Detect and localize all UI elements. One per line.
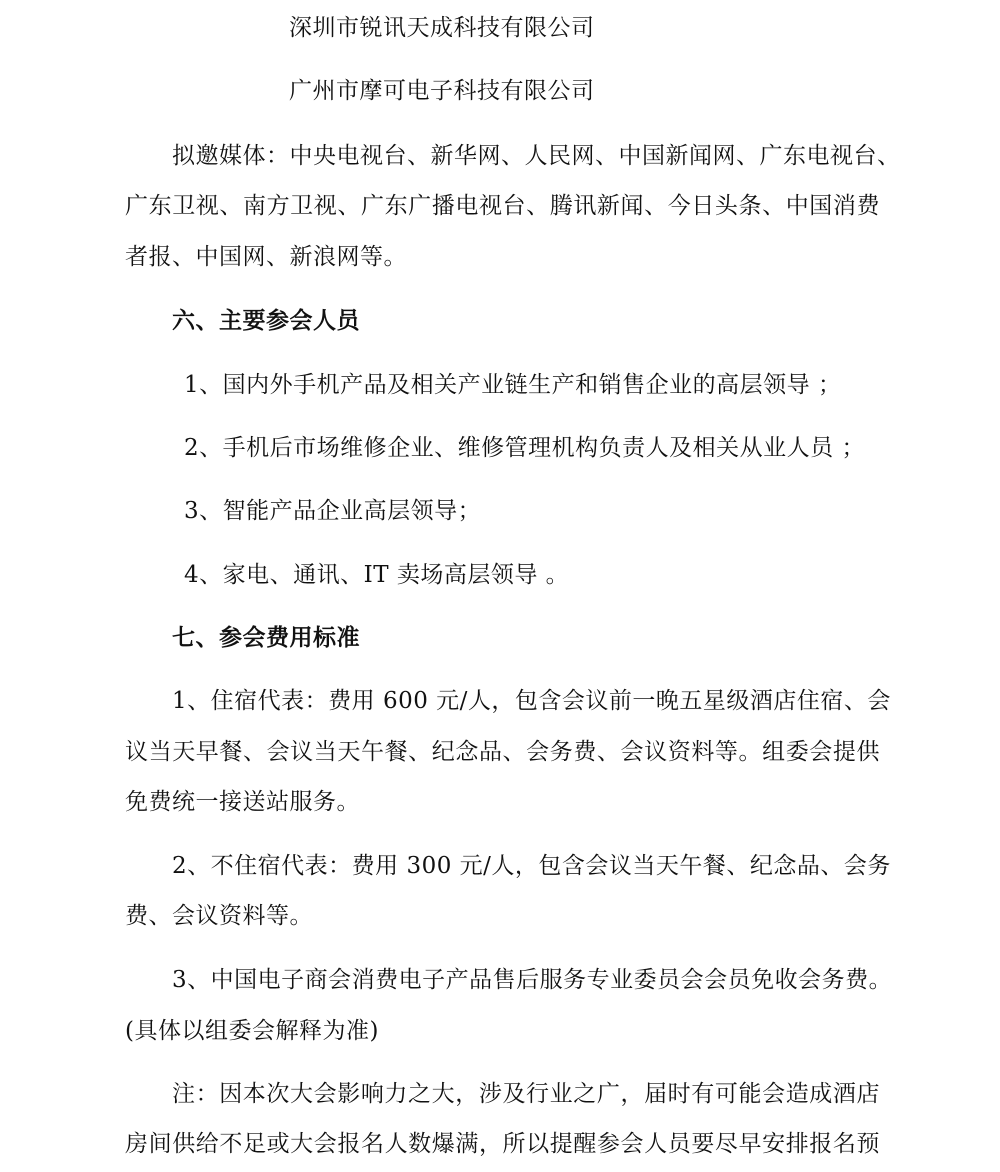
media-line: 者报、中国网、新浪网等。 [125,244,407,270]
list-item: 2、手机后市场维修企业、维修管理机构负责人及相关从业人员 ； [184,435,865,461]
list-item: 4、家电、通讯、IT 卖场高层领导 。 [184,562,570,588]
media-line: 拟邀媒体：中央电视台、新华网、人民网、中国新闻网、广东电视台、 [172,143,901,169]
fee-line: 免费统一接送站服务。 [125,789,360,815]
list-item: 3、智能产品企业高层领导； [184,498,482,524]
note-line: 注：因本次大会影响力之大，涉及行业之广，届时有可能会造成酒店 [172,1081,880,1107]
fee-line: 3、中国电子商会消费电子产品售后服务专业委员会会员免收会务费。 [172,967,893,993]
fee-line: 1、住宿代表：费用 600 元/人，包含会议前一晚五星级酒店住宿、会 [172,688,891,714]
fee-line: 费、会议资料等。 [125,903,313,929]
list-item: 1、国内外手机产品及相关产业链生产和销售企业的高层领导 ； [184,372,842,398]
company-name: 广州市摩可电子科技有限公司 [289,78,595,104]
company-name: 深圳市锐讯天成科技有限公司 [289,15,595,41]
media-line: 广东卫视、南方卫视、广东广播电视台、腾讯新闻、今日头条、中国消费 [125,193,880,219]
fee-line: 议当天早餐、会议当天午餐、纪念品、会务费、会议资料等。组委会提供 [125,739,880,765]
section-heading: 七、参会费用标准 [172,624,360,651]
section-heading: 六、主要参会人员 [172,307,360,334]
fee-line: (具体以组委会解释为准) [125,1018,379,1044]
note-line: 房间供给不足或大会报名人数爆满，所以提醒参会人员要尽早安排报名预 [125,1131,880,1157]
fee-line: 2、不住宿代表：费用 300 元/人，包含会议当天午餐、纪念品、会务 [172,853,891,879]
